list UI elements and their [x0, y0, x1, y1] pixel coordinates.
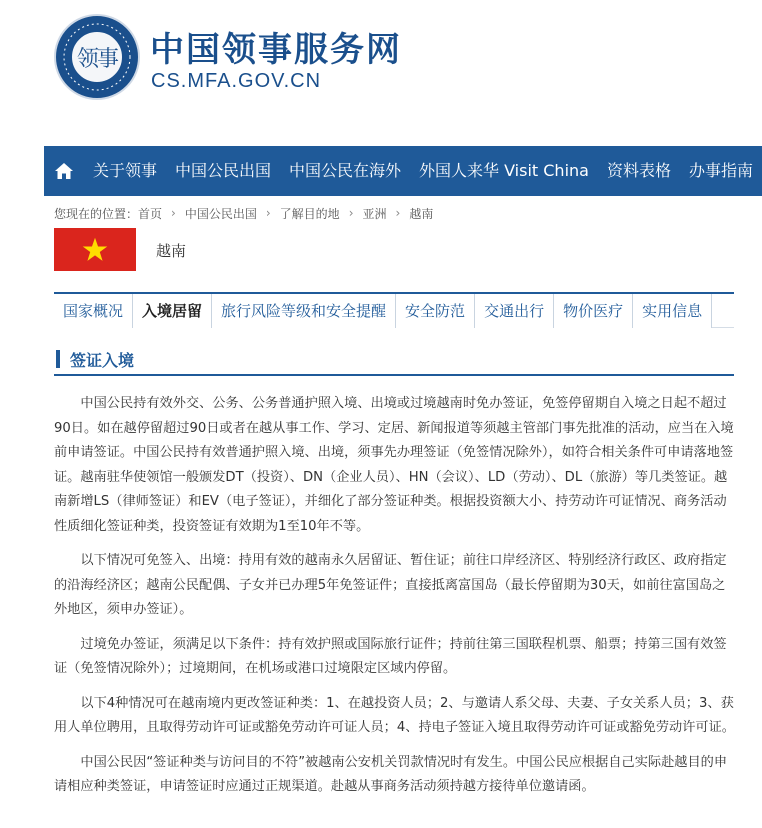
paragraph-change-visa-type: 以下4种情况可在越南境内更改签证种类：1、在越投资人员；2、与邀请人系父母、夫妻、子女关系人员；3、获用人单位聘用，且取得劳动许可证或豁免劳动许可证人员；4、持电子签证入境且取得劳动许可证或豁免劳动许可证。	[54, 695, 735, 735]
country-name: 越南	[156, 242, 187, 260]
site-title[interactable]: 中国领事服务网	[150, 30, 402, 70]
consular-seal-logo[interactable]	[54, 14, 140, 100]
nav-item-about-consular[interactable]: 关于领事	[92, 161, 157, 180]
section-title: 签证入境	[70, 351, 135, 370]
breadcrumb-item-destinations[interactable]: 了解目的地	[279, 206, 340, 221]
tab-travel-risk[interactable]: 旅行风险等级和安全提醒	[212, 294, 396, 328]
breadcrumb-item-citizens-abroad[interactable]: 中国公民出国	[184, 206, 257, 221]
breadcrumb-item-home[interactable]: 首页	[138, 206, 163, 221]
article-content	[54, 392, 738, 810]
vietnam-flag	[54, 228, 136, 271]
seal-glyph: 领事	[76, 46, 117, 72]
tab-country-overview[interactable]: 国家概况	[54, 294, 133, 328]
seal-center	[70, 30, 124, 84]
breadcrumb-label: 您现在的位置：	[54, 206, 139, 221]
tab-prices-medical[interactable]: 物价医疗	[554, 294, 633, 328]
chevron-right-icon: ›	[171, 206, 176, 220]
nav-item-forms[interactable]: 资料表格	[606, 161, 671, 180]
star-icon	[81, 236, 109, 264]
tab-safety[interactable]: 安全防范	[396, 294, 475, 328]
home-icon	[54, 162, 74, 180]
breadcrumb-item-asia[interactable]: 亚洲	[362, 206, 387, 221]
paragraph-transit: 过境免办签证，须满足以下条件：持有效护照或国际旅行证件；持前往第三国联程机票、船票；持第三国有效签证（免签情况除外）；过境期间，在机场或港口过境限定区域内停留。	[54, 636, 727, 676]
site-header	[0, 0, 762, 146]
tab-practical-info[interactable]: 实用信息	[633, 294, 712, 328]
chevron-right-icon: ›	[265, 206, 271, 220]
paragraph-visa-exemptions: 以下情况可免签入、出境：持用有效的越南永久居留证、暂住证；前往口岸经济区、特别经济行政区、政府指定的沿海经济区；越南公民配偶、子女并已办理5年免签证件；直接抵离富国岛（最长停留期为30天，如前往富国岛之外地区，须申办签证）。	[54, 553, 727, 617]
nav-item-citizens-abroad-travel[interactable]: 中国公民出国	[174, 161, 271, 180]
breadcrumb	[54, 204, 433, 222]
chevron-right-icon: ›	[348, 206, 354, 220]
chevron-right-icon: ›	[395, 206, 401, 220]
site-url: CS.MFA.GOV.CN	[151, 70, 322, 92]
paragraph-fines-warning: 中国公民因“签证种类与访问目的不符”被越南公安机关罚款情况时有发生。中国公民应根据自己实际赴越目的申请相应种类签证，申请签证时应通过正规渠道。赴越从事商务活动须持越方接待单位邀请函。	[54, 754, 728, 794]
country-tabs	[54, 292, 734, 328]
section-marker	[56, 350, 60, 368]
section-header	[54, 346, 734, 376]
tab-entry-residence[interactable]: 入境居留	[133, 294, 212, 328]
nav-item-visit-china[interactable]: 外国人来华 Visit China	[418, 161, 589, 180]
tab-transport[interactable]: 交通出行	[475, 294, 554, 328]
nav-home-button[interactable]	[44, 146, 84, 196]
paragraph-visa-overview: 中国公民持有效外交、公务、公务普通护照入境、出境或过境越南时免办签证，免签停留期自入境之日起不超过90日。如在越停留超过90日或者在越从事工作、学习、定居、新闻报道等须越主管部门事先批准的活动，应当在入境前申请签证。中国公民持有效普通护照入境、出境，须事先办理签证（免签情况除外），如符合相关条件可申请落地签证。越南驻华使领馆一般颁发DT（投资）、DN（企业人员）、HN（会议）、LD（劳动）、DL（旅游）等几类签证。越南新增LS（律师签证）和EV（电子签证），并细化了部分签证种类。根据投资额大小、持劳动许可证情况、商务活动性质细化签证种类，投资签证有效期为1至10年不等。	[54, 396, 734, 534]
nav-item-guide[interactable]: 办事指南	[688, 161, 753, 180]
breadcrumb-item-vietnam[interactable]: 越南	[409, 206, 434, 221]
main-nav	[44, 146, 762, 196]
nav-item-citizens-overseas[interactable]: 中国公民在海外	[288, 161, 401, 180]
